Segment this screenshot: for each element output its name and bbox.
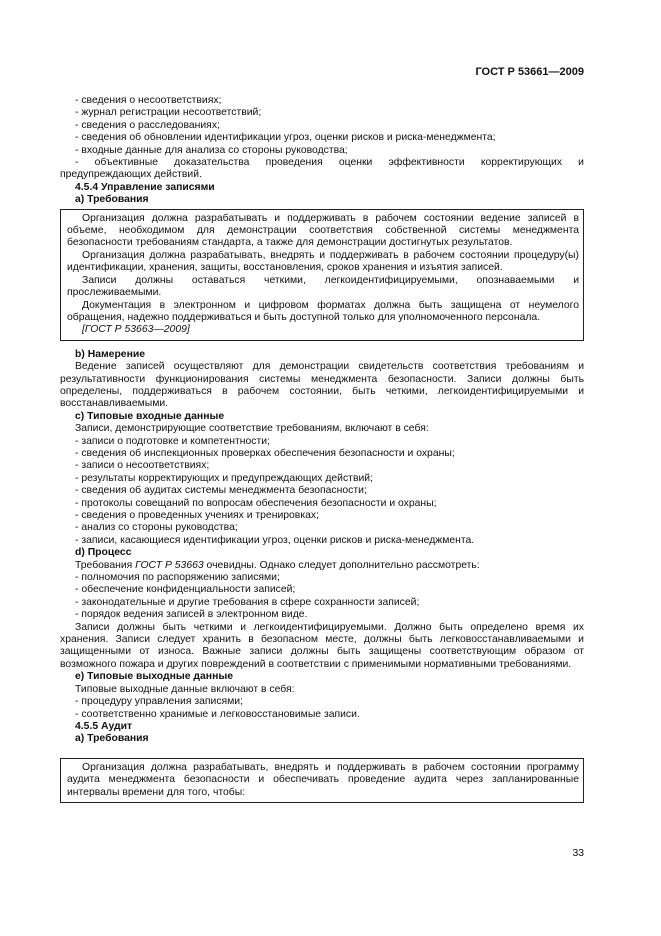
- text-run: Требования: [75, 559, 136, 571]
- list-item: - журнал регистрации несоответствий;: [75, 107, 262, 119]
- page-content: [60, 95, 584, 805]
- section-title: 4.5.4 Управление записями: [75, 181, 215, 193]
- text-run: очевидны. Однако следует дополнительно рассмотреть:: [203, 559, 480, 571]
- list-item: - процедуру управления записями;: [75, 696, 243, 708]
- paragraph: Типовые выходные данные включают в себя:: [75, 683, 295, 695]
- box-paragraph: Организация должна разрабатывать и поддерживать в рабочем состоянии ведение записей в объеме, необходимом для демонстрации соответствия собственной системы менеджмента безопасности требованиям стандарта, а также для демонстрации достигнутых результатов.: [67, 212, 579, 249]
- list-item: - полномочия по распоряжению записями;: [75, 572, 280, 584]
- paragraph: Ведение записей осуществляют для демонстрации свидетельств соответствия требованиям и результативности функционирования системы менеджмента безопасности. Записи должны быть определены, поддерживаться в рабочем состоянии, быть четкими, легкоидентифицируемыми и восстанавливаемыми.: [60, 361, 584, 410]
- list-item: - сведения о несоответствиях;: [75, 95, 222, 106]
- section-title: 4.5.5 Аудит: [75, 720, 133, 732]
- list-item: - сведения о проведенных учениях и тренировках;: [75, 510, 319, 521]
- subsection-title: b) Намерение: [75, 348, 146, 360]
- output-list: [60, 696, 584, 721]
- list-item: - записи о подготовке и компетентности;: [75, 435, 270, 447]
- process-list: [60, 572, 584, 622]
- list-item: - законодательные и другие требования в сфере сохранности записей;: [75, 596, 420, 608]
- list-item: - порядок ведения записей в электронном виде.: [75, 609, 308, 621]
- subsection-title: с) Типовые входные данные: [75, 410, 225, 422]
- list-item: - обеспечение конфиденциальности записей;: [75, 584, 296, 596]
- list-item: - протоколы совещаний по вопросам обеспечения безопасности и охраны;: [75, 497, 437, 509]
- list-item: - объективные доказательства проведения оценки эффективности корректирующих и предупреждающих действий.: [60, 157, 584, 181]
- page-number: 33: [572, 848, 584, 859]
- subsection-title: а) Требования: [75, 194, 149, 206]
- list-item: - анализ со стороны руководства;: [75, 522, 238, 534]
- paragraph: Записи должны быть четкими и легкоидентифицируемыми. Должно быть определено время их хранения. Записи следует хранить в безопасном месте, должны быть легковосстанавливаемыми и защищенными от износа. Важные записи должны быть защищены соответствующим образом от возможного пожара и других повреждений в соответствии с применимыми нормативными требованиями.: [60, 621, 584, 670]
- box-paragraph: Организация должна разрабатывать, внедрять и поддерживать в рабочем состоянии программу аудита менеджмента безопасности и обеспечивать проведение аудита через запланированные интервалы времени для того, чтобы:: [67, 761, 579, 798]
- list-item: - сведения об аудитах системы менеджмента безопасности;: [75, 485, 367, 497]
- list-item: - сведения о расследованиях;: [75, 119, 220, 131]
- subsection-title: d) Процесс: [75, 547, 132, 559]
- box-reference: [ГОСТ Р 53663—2009]: [82, 324, 190, 336]
- list-item: - соответственно хранимые и легковосстановимые записи.: [75, 708, 360, 720]
- list-item: - сведения об обновлении идентификации угроз, оценки рисков и риска-менеджмента;: [75, 132, 496, 144]
- subsection-title: а) Требования: [75, 733, 149, 745]
- list-item: - результаты корректирующих и предупреждающих действий;: [75, 472, 373, 484]
- document-header: ГОСТ Р 53661—2009: [475, 66, 584, 78]
- standard-reference: ГОСТ Р 53663: [135, 559, 204, 571]
- list-item: - записи, касающиеся идентификации угроз, оценки рисков и риска-менеджмента.: [75, 534, 475, 546]
- list-item: - сведения об инспекционных проверках обеспечения безопасности и охраны;: [75, 447, 455, 459]
- box-paragraph: Документация в электронном и цифровом форматах должна быть защищена от неумелого обращения, надежно поддерживаться и быть доступной только для уполномоченного персонала.: [67, 299, 579, 323]
- paragraph: [60, 560, 584, 572]
- paragraph: Записи, демонстрирующие соответствие требованиям, включают в себя:: [75, 423, 429, 435]
- box-paragraph: Организация должна разрабатывать, внедрять и поддерживать в рабочем состоянии процедуру(ы) идентификации, хранения, защиты, восстановления, сроков хранения и изъятия записей.: [67, 249, 579, 274]
- list-item: - записи о несоответствиях;: [75, 460, 210, 472]
- input-list: [60, 436, 584, 548]
- audit-requirements-box: [60, 758, 584, 803]
- subsection-title: е) Типовые выходные данные: [75, 671, 233, 683]
- top-list: [60, 95, 584, 182]
- list-item: - входные данные для анализа со стороны руководства;: [75, 144, 348, 156]
- requirements-box: [60, 209, 584, 341]
- box-paragraph: Записи должны оставаться четкими, легкоидентифицируемыми, опознаваемыми и прослеживаемыми.: [67, 274, 579, 299]
